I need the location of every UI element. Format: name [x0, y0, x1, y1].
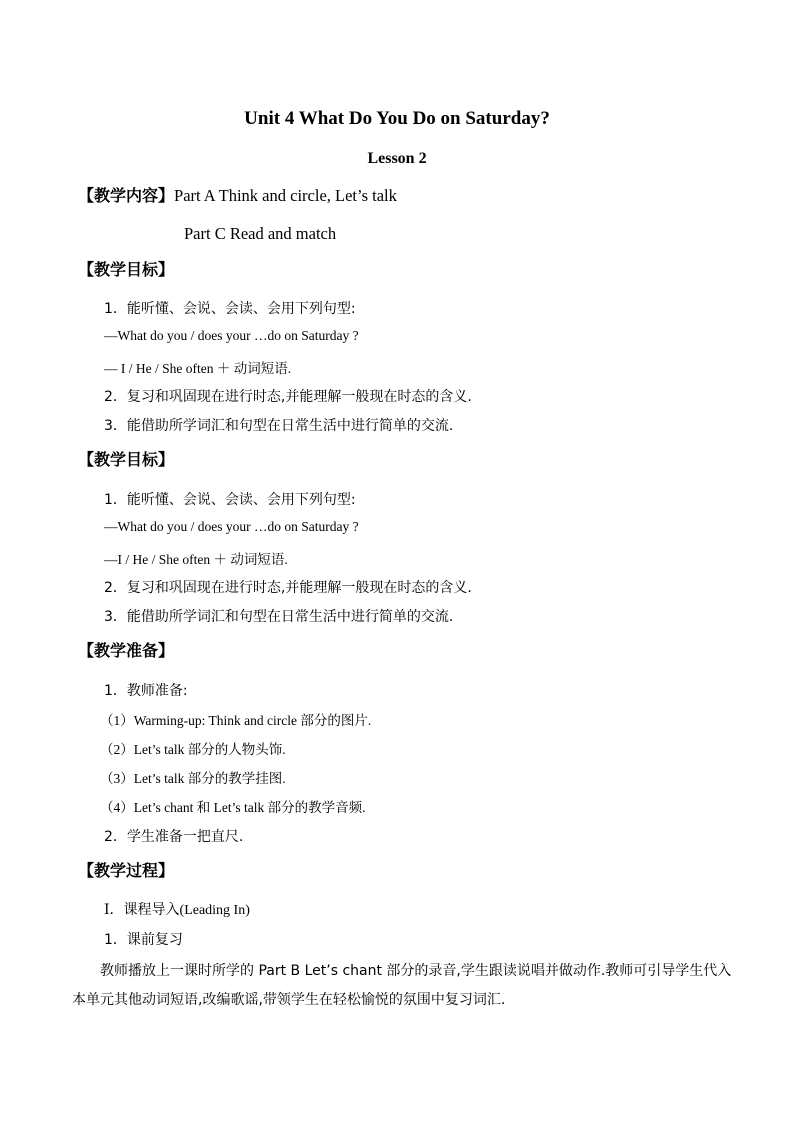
objectives-heading-1: 【教学目标】: [78, 260, 175, 279]
preparation-item: （4）Let’s chant 和 Let’s talk 部分的教学音频.: [100, 800, 366, 815]
objective-2-item: —I / He / She often ＋ 动词短语.: [104, 552, 288, 567]
objective-2-item: 3．能借助所学词汇和句型在日常生活中进行简单的交流.: [104, 609, 454, 625]
preparation-item: 1．教师准备:: [104, 683, 188, 699]
preparation-item: （3）Let’s talk 部分的教学挂图.: [100, 771, 286, 786]
objective-1-item: 2．复习和巩固现在进行时态,并能理解一般现在时态的含义.: [104, 389, 472, 405]
document-title: Unit 4 What Do You Do on Saturday?: [244, 108, 550, 129]
objective-1-item: 3．能借助所学词汇和句型在日常生活中进行简单的交流.: [104, 418, 454, 434]
process-paragraph: 教师播放上一课时所学的 Part B Let’s chant 部分的录音,学生跟读说唱并做动作.教师可引导学生代入本单元其他动词短语,改编歌谣,带领学生在轻松愉悦的氛围中复习词汇.: [72, 963, 732, 1008]
process-heading: 【教学过程】: [78, 861, 175, 880]
objective-2-item: 2．复习和巩固现在进行时态,并能理解一般现在时态的含义.: [104, 580, 472, 596]
content-part-c-line: [184, 224, 336, 244]
content-part-c: Part C Read and match: [184, 224, 337, 243]
preparation-heading: 【教学准备】: [78, 641, 175, 660]
lesson-label: Lesson 2: [367, 150, 427, 167]
objective-1-item: — I / He / She often ＋ 动词短语.: [104, 361, 292, 376]
preparation-item: （2）Let’s talk 部分的人物头饰.: [100, 742, 286, 757]
preparation-item: （1）Warming-up: Think and circle 部分的图片.: [100, 713, 372, 728]
objective-2-item: —What do you / does your …do on Saturday ?: [104, 519, 359, 534]
process-step: Ⅰ．课程导入(Leading In): [104, 903, 250, 918]
content-heading-line: [78, 183, 397, 206]
objective-1-item: —What do you / does your …do on Saturday ?: [104, 328, 359, 343]
objective-2-item: 1．能听懂、会说、会读、会用下列句型:: [104, 492, 356, 508]
preparation-item: 2．学生准备一把直尺.: [104, 829, 244, 845]
objective-1-item: 1．能听懂、会说、会读、会用下列句型:: [104, 301, 356, 317]
objectives-heading-2: 【教学目标】: [78, 450, 175, 469]
content-part-a: Part A Think and circle, Let’s talk: [174, 186, 397, 205]
process-substep: 1．课前复习: [104, 932, 183, 948]
content-heading: 【教学内容】: [78, 186, 175, 205]
